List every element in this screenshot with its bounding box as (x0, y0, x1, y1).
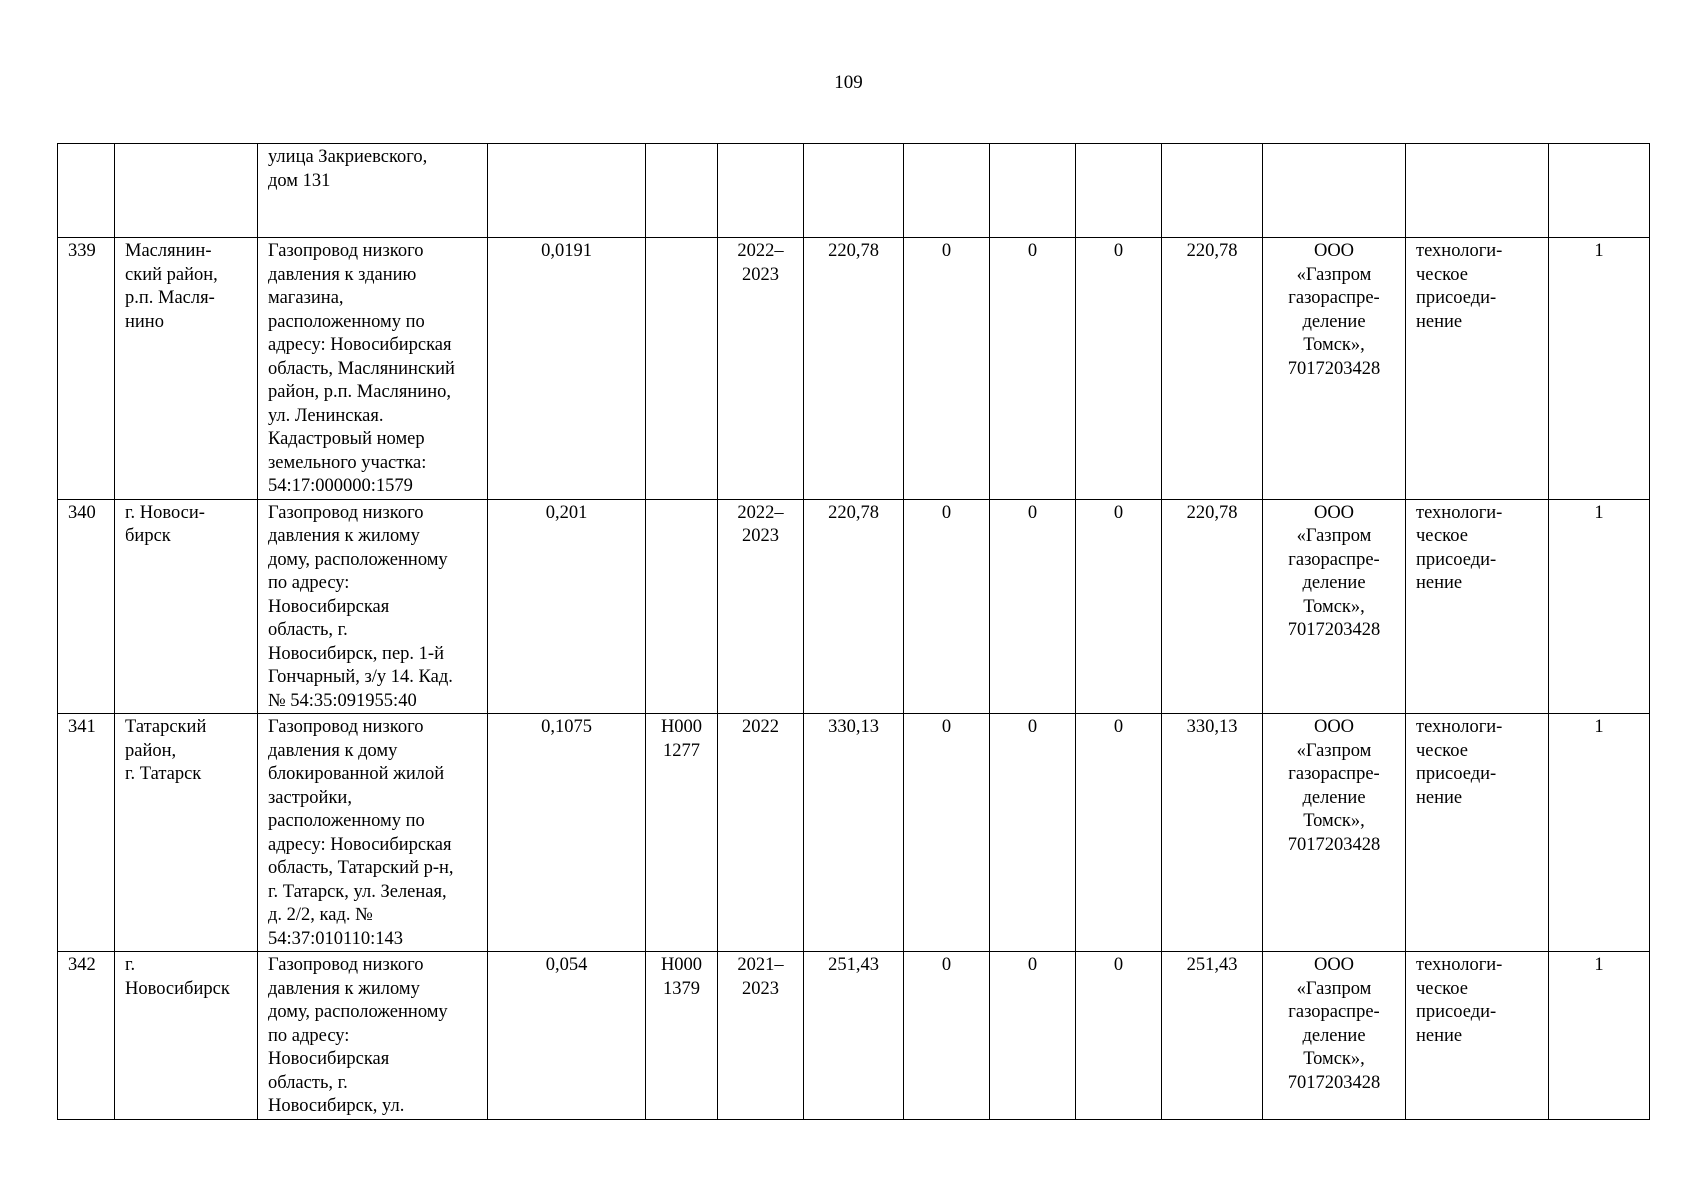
table-row (58, 714, 1650, 952)
cell-years: 2022– 2023 (718, 238, 804, 500)
cell-value-1: 0 (904, 499, 990, 714)
cell-count: 1 (1549, 238, 1650, 500)
cell-value-4: 220,78 (1162, 499, 1263, 714)
cell-description: улица Закриевского, дом 131 (258, 144, 488, 238)
cell-value-2 (990, 144, 1076, 238)
cell-organization: ООО «Газпром газораспре- деление Томск», 7017203428 (1263, 499, 1406, 714)
cell-purpose (1406, 144, 1549, 238)
cell-value-1: 0 (904, 238, 990, 500)
cell-value-1 (904, 144, 990, 238)
table-row (58, 499, 1650, 714)
cell-location: Маслянин- ский район, р.п. Масля- нино (115, 238, 258, 500)
cell-location (115, 144, 258, 238)
investment-program-table (57, 143, 1650, 1120)
cell-value-3: 0 (1076, 714, 1162, 952)
cell-location: Татарский район, г. Татарск (115, 714, 258, 952)
cell-number: 340 (58, 499, 115, 714)
cell-organization: ООО «Газпром газораспре- деление Томск», 7017203428 (1263, 238, 1406, 500)
page-number: 109 (834, 72, 863, 93)
cell-count: 1 (1549, 499, 1650, 714)
cell-count (1549, 144, 1650, 238)
table-body (58, 144, 1650, 1120)
cell-purpose: технологи- ческое присоеди- нение (1406, 714, 1549, 952)
cell-value-2: 0 (990, 952, 1076, 1120)
cell-organization: ООО «Газпром газораспре- деление Томск», 7017203428 (1263, 952, 1406, 1120)
cell-value-2: 0 (990, 238, 1076, 500)
cell-description: Газопровод низкого давления к жилому дому, расположенному по адресу: Новосибирская область, г. Новосибирск, пер. 1-й Гончарный, з/у 14. Кад. № 54:35:091955:40 (258, 499, 488, 714)
cell-code: Н000 1277 (646, 714, 718, 952)
cell-number: 341 (58, 714, 115, 952)
cell-description: Газопровод низкого давления к дому блокированной жилой застройки, расположенному по адресу: Новосибирская область, Татарский р-н, г. Татарск, ул. Зеленая, д. 2/2, кад. № 54:37:010110:143 (258, 714, 488, 952)
cell-organization (1263, 144, 1406, 238)
cell-purpose: технологи- ческое присоеди- нение (1406, 238, 1549, 500)
cell-code (646, 144, 718, 238)
cell-total: 251,43 (804, 952, 904, 1120)
cell-value-2: 0 (990, 499, 1076, 714)
cell-count: 1 (1549, 952, 1650, 1120)
cell-value-4: 251,43 (1162, 952, 1263, 1120)
cell-value-2: 0 (990, 714, 1076, 952)
cell-total: 220,78 (804, 499, 904, 714)
cell-location: г. Новосибирск (115, 952, 258, 1120)
cell-length (488, 144, 646, 238)
cell-value-1: 0 (904, 952, 990, 1120)
cell-organization: ООО «Газпром газораспре- деление Томск», 7017203428 (1263, 714, 1406, 952)
cell-total (804, 144, 904, 238)
cell-value-3: 0 (1076, 499, 1162, 714)
cell-description: Газопровод низкого давления к жилому дому, расположенному по адресу: Новосибирская область, г. Новосибирск, ул. (258, 952, 488, 1120)
cell-purpose: технологи- ческое присоеди- нение (1406, 499, 1549, 714)
cell-length: 0,0191 (488, 238, 646, 500)
cell-years: 2022– 2023 (718, 499, 804, 714)
cell-number: 342 (58, 952, 115, 1120)
table-row (58, 238, 1650, 500)
cell-value-3: 0 (1076, 952, 1162, 1120)
cell-length: 0,054 (488, 952, 646, 1120)
cell-value-1: 0 (904, 714, 990, 952)
cell-count: 1 (1549, 714, 1650, 952)
cell-value-3 (1076, 144, 1162, 238)
cell-number: 339 (58, 238, 115, 500)
cell-purpose: технологи- ческое присоеди- нение (1406, 952, 1549, 1120)
cell-value-3: 0 (1076, 238, 1162, 500)
cell-value-4: 330,13 (1162, 714, 1263, 952)
cell-length: 0,1075 (488, 714, 646, 952)
cell-code (646, 238, 718, 500)
cell-total: 220,78 (804, 238, 904, 500)
cell-years: 2021– 2023 (718, 952, 804, 1120)
cell-number (58, 144, 115, 238)
cell-years: 2022 (718, 714, 804, 952)
cell-description: Газопровод низкого давления к зданию магазина, расположенному по адресу: Новосибирская область, Маслянинский район, р.п. Маслянино, ул. Ленинская. Кадастровый номер земельного участка: 54:17:000000:1579 (258, 238, 488, 500)
cell-code (646, 499, 718, 714)
cell-value-4 (1162, 144, 1263, 238)
cell-total: 330,13 (804, 714, 904, 952)
table-row (58, 952, 1650, 1120)
cell-code: Н000 1379 (646, 952, 718, 1120)
cell-location: г. Новоси- бирск (115, 499, 258, 714)
cell-value-4: 220,78 (1162, 238, 1263, 500)
cell-years (718, 144, 804, 238)
cell-length: 0,201 (488, 499, 646, 714)
table-row (58, 144, 1650, 238)
